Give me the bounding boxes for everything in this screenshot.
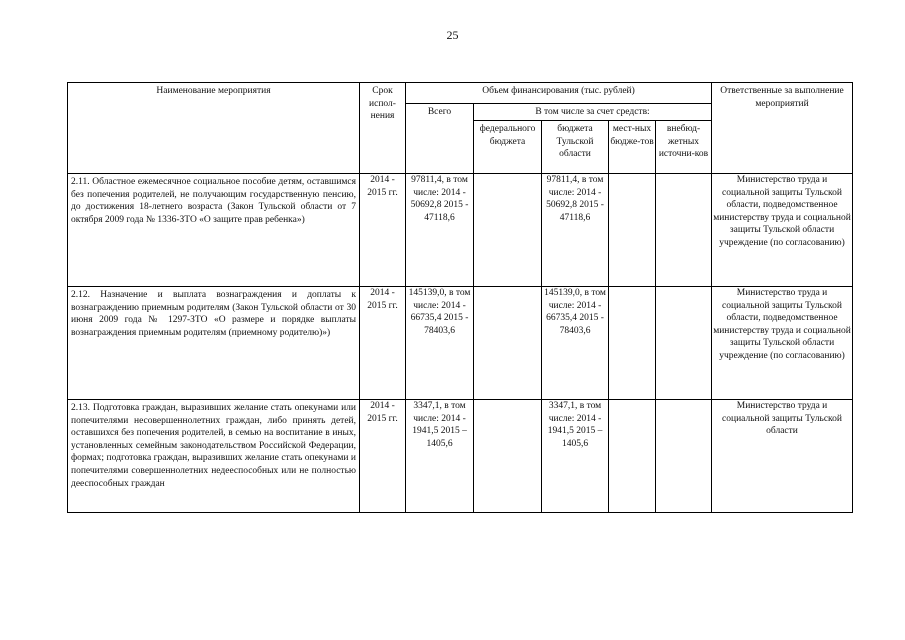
row-total: 3347,1, в том числе: 2014 - 1941,5 2015 – 1405,6	[406, 400, 474, 513]
row-total: 97811,4, в том числе: 2014 - 50692,8 2015 - 47118,6	[406, 174, 474, 287]
header-extrabudget: внебюд-жетных источни-ков	[656, 121, 712, 174]
row-term: 2014 - 2015 гг.	[360, 287, 406, 400]
row-term: 2014 - 2015 гг.	[360, 174, 406, 287]
header-name: Наименование мероприятия	[68, 83, 360, 174]
row-extrabudget	[656, 287, 712, 400]
row-responsible: Министерство труда и социальной защиты Тульской области, подведомственное министерству труда и социальной защиты Тульской области учреждение (по согласованию)	[712, 174, 853, 287]
header-term: Срок испол-нения	[360, 83, 406, 174]
header-total: Всего	[406, 104, 474, 174]
header-responsible: Ответственные за выполнение мероприятий	[712, 83, 853, 174]
table-row	[68, 287, 853, 400]
page-number: 25	[446, 28, 459, 42]
row-name: 2.13. Подготовка граждан, выразивших желание стать опекунами или попечителями несовершеннолетних граждан, либо принять детей, оставшихся без попечения родителей, в семью на воспитание в иных, установленных семейным законодательством Российской Федерации, формах; подготовка граждан, выразивших желание стать опекунами и попечителями совершеннолетних недееспособных или не полностью дееспособных граждан	[68, 400, 360, 513]
header-local: мест-ных бюдже-тов	[609, 121, 656, 174]
row-extrabudget	[656, 400, 712, 513]
row-responsible: Министерство труда и социальной защиты Тульской области, подведомственное министерству труда и социальной защиты Тульской области учреждение (по согласованию)	[712, 287, 853, 400]
row-regional: 145139,0, в том числе: 2014 - 66735,4 2015 - 78403,6	[542, 287, 609, 400]
row-regional: 3347,1, в том числе: 2014 - 1941,5 2015 – 1405,6	[542, 400, 609, 513]
header-federal: федерального бюджета	[474, 121, 542, 174]
row-name: 2.12. Назначение и выплата вознаграждения и доплаты к вознаграждению приемным родителям (Закон Тульской области от 30 июня 2009 года № 1297-ЗТО «О размере и порядке выплаты вознаграждения приемным родителям (приемному родителю)»)	[68, 287, 360, 400]
row-federal	[474, 287, 542, 400]
row-term: 2014 - 2015 гг.	[360, 400, 406, 513]
table-row	[68, 174, 853, 287]
row-local	[609, 287, 656, 400]
row-regional: 97811,4, в том числе: 2014 - 50692,8 2015 - 47118,6	[542, 174, 609, 287]
row-federal	[474, 400, 542, 513]
header-funding: Объем финансирования (тыс. рублей)	[406, 83, 712, 104]
header-including: В том числе за счет средств:	[474, 104, 712, 121]
row-local	[609, 400, 656, 513]
row-federal	[474, 174, 542, 287]
table-row	[68, 400, 853, 513]
row-extrabudget	[656, 174, 712, 287]
header-regional: бюджета Тульской области	[542, 121, 609, 174]
row-total: 145139,0, в том числе: 2014 - 66735,4 2015 - 78403,6	[406, 287, 474, 400]
row-responsible: Министерство труда и социальной защиты Тульской области	[712, 400, 853, 513]
row-local	[609, 174, 656, 287]
measures-table	[67, 82, 853, 513]
row-name: 2.11. Областное ежемесячное социальное пособие детям, оставшимся без попечения родителей, не получающим государственную пенсию, до достижения 18-летнего возраста (Закон Тульской области от 7 октября 2009 года № 1336-ЗТО «О защите прав ребенка»)	[68, 174, 360, 287]
